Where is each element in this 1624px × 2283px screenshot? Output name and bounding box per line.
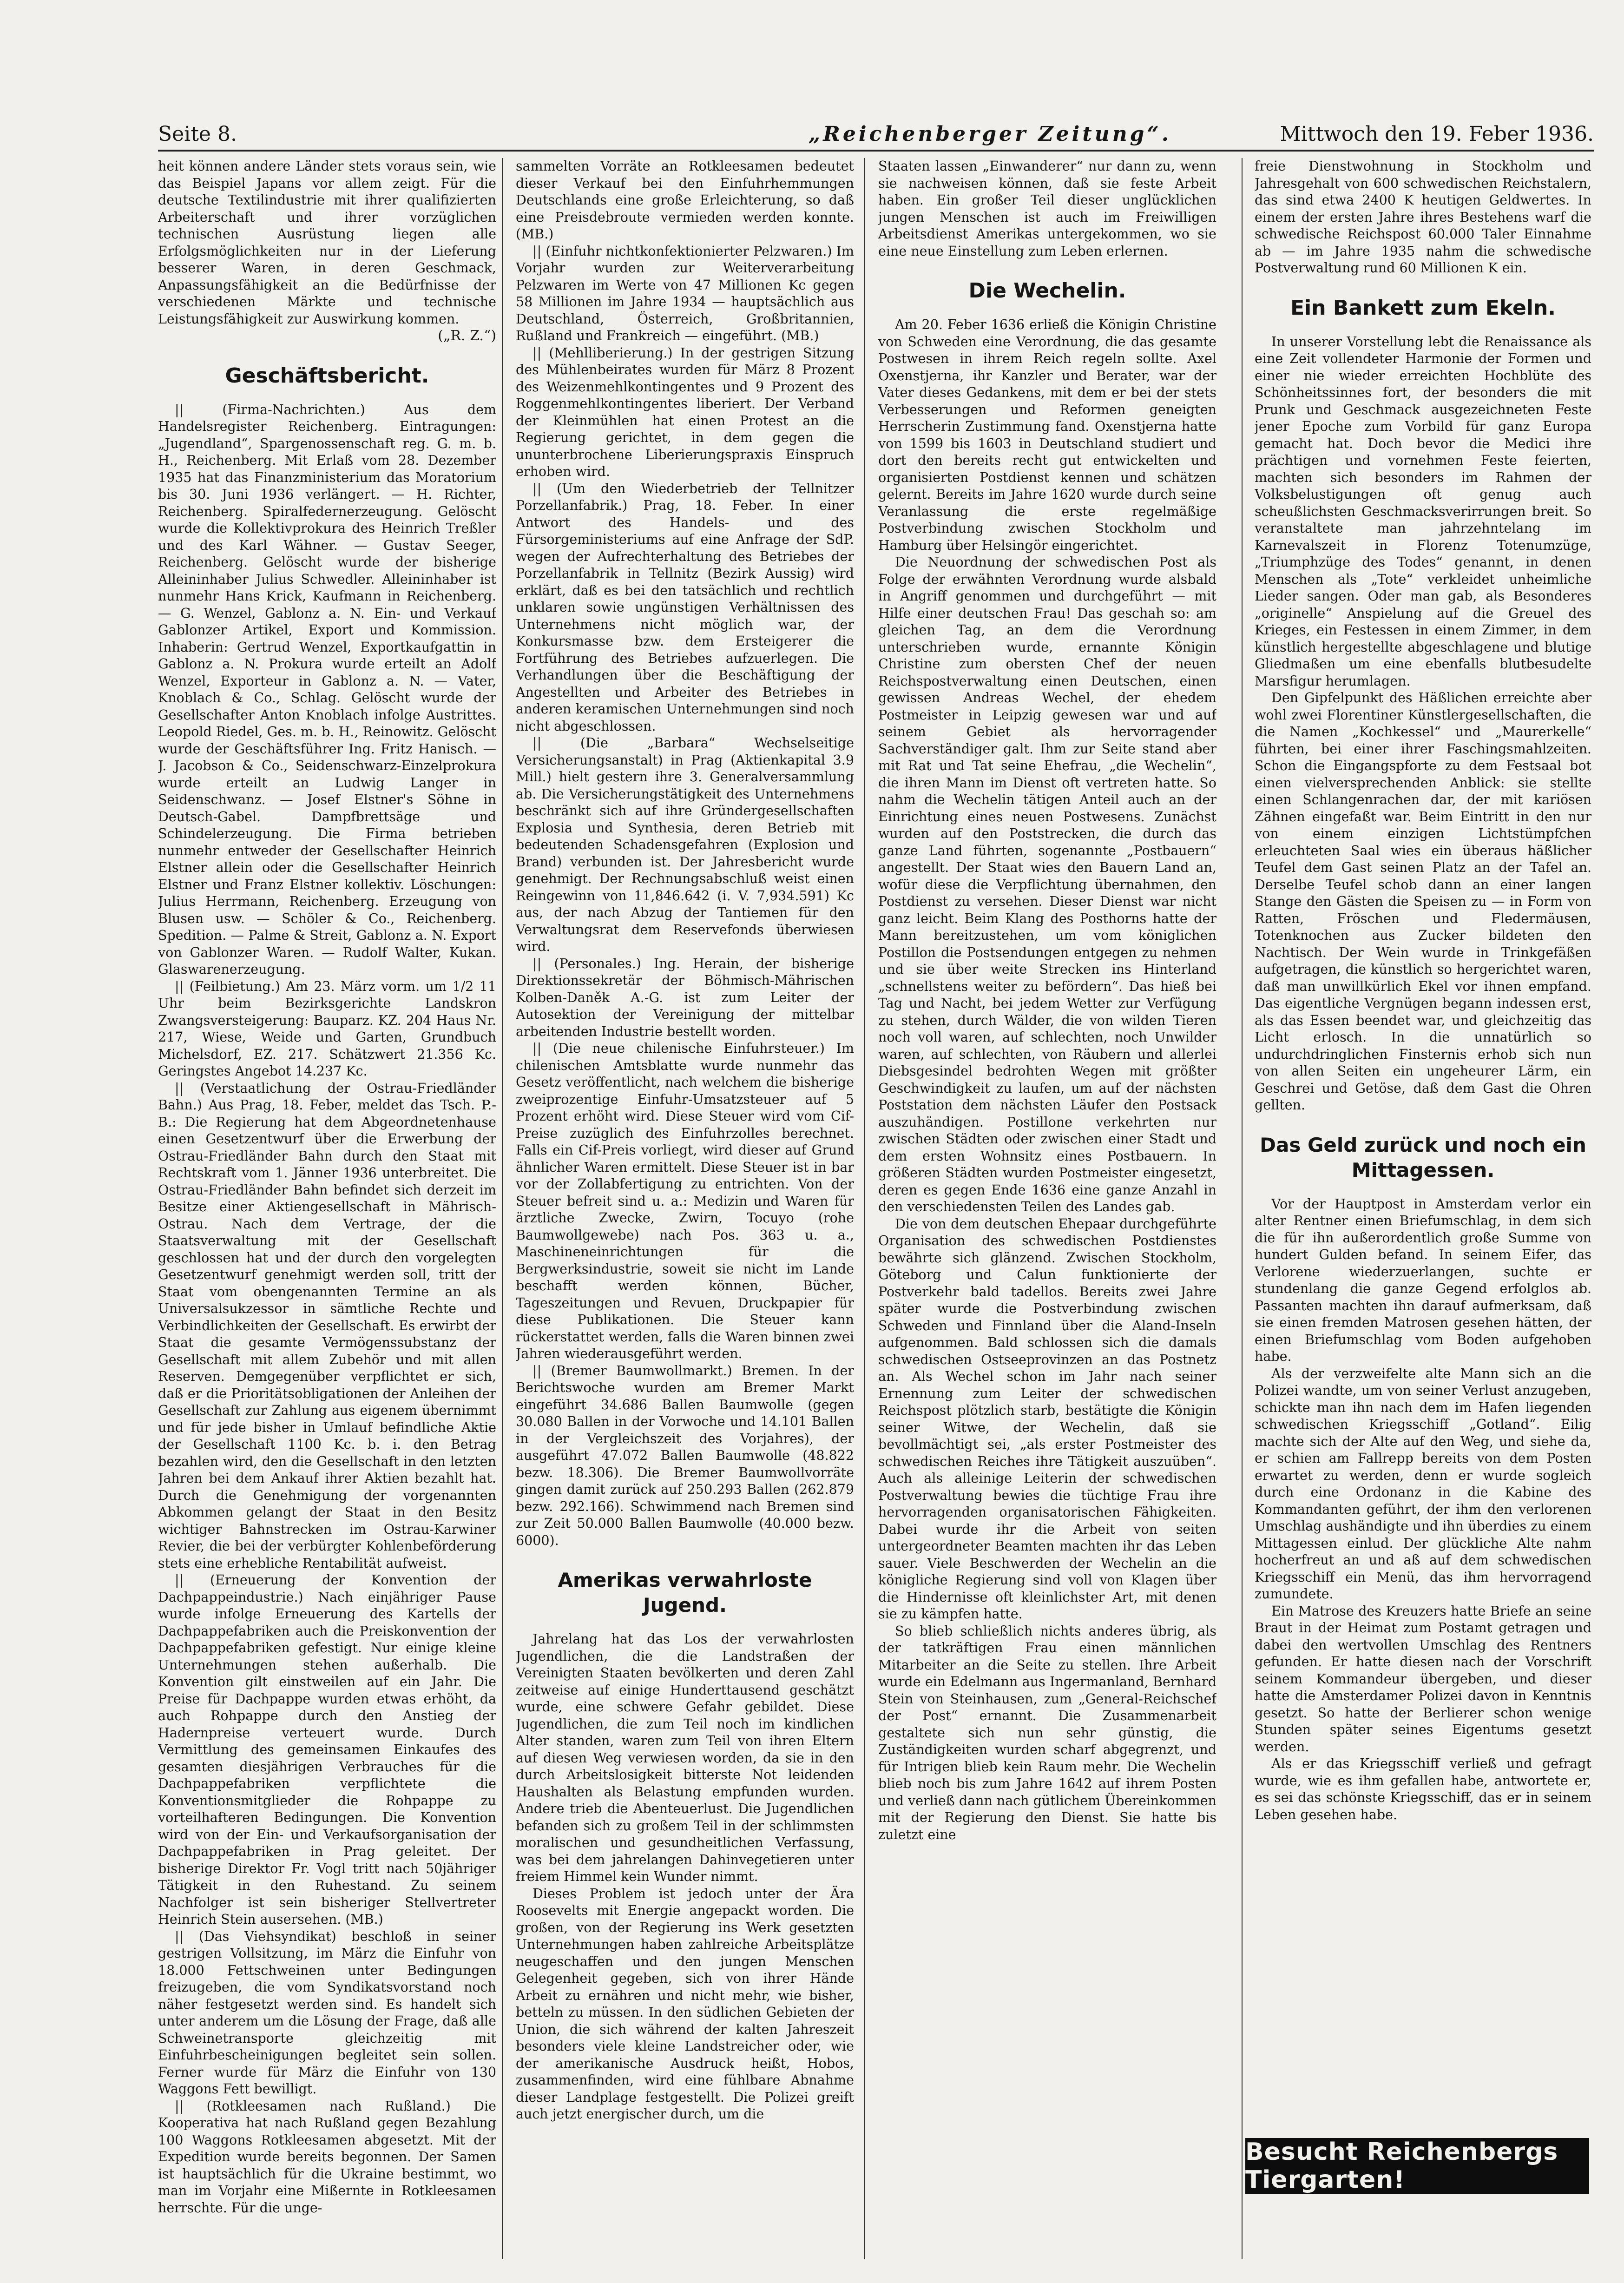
advertisement-banner: Besucht Reichenbergs Tiergarten! (1245, 2138, 1589, 2194)
paragraph: || (Mehlliberierung.) In der gestrigen Sitzung des Mühlenbeirates wurden für März 8 Prozent des Weizenmehlkontingentes und 9 Prozent des Roggenmehlkontingentes liberiert. Der Verband der Kleinmühlen hat einen Protest an die Regierung gerichtet, in dem gegen die ununterbrochene Liberierungspraxis Einspruch erhoben wird. (516, 345, 854, 479)
paragraph: Die von dem deutschen Ehepaar durchgeführte Organisation des schwedischen Postdienstes bewährte sich glänzend. Zwischen Stockholm, Göteborg und Calun funktionierte der Postverkehr bald tadellos. Bereits zwei Jahre später wurde die Postverbindung zwischen Schweden und Finnland über die Aland-Inseln aufgenommen. Bald schlossen sich die damals schwedischen Ostseeprovinzen an das Postnetz an. Als Wechel schon im Jahr nach seiner Ernennung zum Leiter der schwedischen Reichspost plötzlich starb, bestätigte die Königin seiner Witwe, der Wechelin, daß sie bevollmächtigt sei, „als erster Postmeister des schwedischen Reiches ihre Tätigkeit auszuüben“. Auch als alleinige Leiterin der schwedischen Postverwaltung bewies die tüchtige Frau ihre hervorragenden organisatorischen Fähigkeiten. Dabei wurde ihr die Arbeit von seiten untergeordneter Beamten machten ihr das Leben sauer. Viele Beschwerden der Wechelin an die königliche Regierung sind voll von Klagen über die Hindernisse oft kleinlichster Art, mit denen sie zu kämpfen hatte. (878, 1216, 1216, 1622)
article-heading: Die Wechelin. (968, 279, 1126, 303)
paragraph: || (Einfuhr nichtkonfektionierter Pelzwaren.) Im Vorjahr wurden zur Weiterverarbeitung Pelzwaren im Werte von 47 Millionen Kc gegen 58 Millionen im Jahre 1934 — hauptsächlich aus Deutschland, Österreich, Großbritannien, Rußland und Frankreich — eingeführt. (MB.) (516, 243, 854, 343)
article-body (1255, 334, 1591, 1114)
paragraph: || (Die „Barbara“ Wechselseitige Versicherungsanstalt) in Prag (Aktienkapital 3.9 Mill.) hielt gestern ihre 3. Generalversammlung ab. Die Versicherungstätigkeit des Unternehmens beschränkt sich auf ihre Gründergesellschaften Explosia und Synthesia, deren Betrieb mit bedeutenden Schadensgefahren (Explosion und Brand) verbunden ist. Der Jahresbericht wurde genehmigt. Der Rechnungsabschluß weist einen Reingewinn von 11,846.642 (i. V. 7,934.591) Kc aus, der nach Abzug der Tantiemen für den Verwaltungsrat dem Reservefonds überwiesen wird. (516, 735, 854, 954)
article-body (516, 1631, 854, 2123)
article-body (878, 158, 1216, 260)
paragraph: Als der verzweifelte alte Mann sich an die Polizei wandte, um von seiner Verlust anzugeben, schickte man ihn nach dem im Hafen liegenden schwedischen Kriegsschiff „Gotland“. Eilig machte sich der Alte auf den Weg, und siehe da, er schien am Fallrepp bereits von dem Posten erwartet zu werden, denn er wurde sogleich durch eine Ordonanz in die Kabine des Kommandanten geführt, der ihm den verlorenen Umschlag aushändigte und ihn überdies zu einem Mittagessen einlud. Der glückliche Alte nahm hocherfreut an und aß auf dem schwedischen Kriegsschiff ein Menü, das ihm hervorragend zumundete. (1255, 1366, 1591, 1602)
source-mark: („R. Z.“) (438, 328, 496, 344)
paragraph: Dieses Problem ist jedoch unter der Ära Roosevelts mit Energie angepackt worden. Die großen, von der Regierung ins Werk gesetzten Unternehmungen haben zahlreiche Arbeitsplätze neugeschaffen und den jungen Menschen Gelegenheit gegeben, sich von ihrer Hände Arbeit zu ernähren und nicht mehr, wie bisher, betteln zu müssen. In den südlichen Gebieten der Union, die sich während der kalten Jahreszeit besonders viele kleine Landstreicher oder, wie der amerikanische Ausdruck heißt, Hobos, zusammenfinden, wird eine fühlbare Abnahme dieser Landplage festgestellt. Die Polizei greift auch jetzt energischer durch, um die (516, 1886, 854, 2122)
column-divider (1242, 158, 1243, 2259)
paragraph: Ein Matrose des Kreuzers hatte Briefe an seine Braut in der Heimat zum Postamt getragen und dabei den wertvollen Umschlag des Rentners gefunden. Er hatte diesen nach der Vorschrift seinem Kommandeur übergeben, und dieser hatte die Amsterdamer Polizei davon in Kenntnis gesetzt. So hatte der Berlierer schon wenige Stunden später seines Eigentums gesetzt werden. (1255, 1603, 1591, 1755)
issue-date: Mittwoch den 19. Feber 1936. (1280, 122, 1594, 146)
paragraph: Den Gipfelpunkt des Häßlichen erreichte aber wohl zwei Florentiner Künstlergesellschaften, die die Namen „Kochkessel“ und „Maurerkelle“ führten, bei einer ihrer Faschingsmahlzeiten. Schon die Eingangspforte zu dem Festsaal bot einen vielversprechenden Anblick: sie stellte einen Schlangenrachen dar, der mit kariösen Zähnen eingefaßt war. Beim Eintritt in den nur von einem einzigen Lichtstümpfchen erleuchteten Saal wies ein überaus häßlicher Teufel dem Gast seinen Platz an der Tafel an. Derselbe Teufel schob dann an einer langen Stange den Gästen die Speisen zu — in Form von Ratten, Fröschen und Fledermäusen, Totenknochen aus Zucker bildeten den Nachtisch. Der Wein wurde in Trinkgefäßen aufgetragen, die künstlich so hergerichtet waren, daß man unwillkürlich Ekel vor ihnen empfand. Das eigentliche Vergnügen begann indessen erst, als das Essen beendet war, und gleichzeitig das Licht erlosch. In die unnatürlich so undurchdringlichen Finsternis erhob sich nun von allen Seiten ein ungeheurer Lärm, ein Geschrei und Getöse, daß dem Gast die Ohren gellten. (1255, 690, 1591, 1113)
paragraph: freie Dienstwohnung in Stockholm und Jahresgehalt von 600 schwedischen Reichstalern, das sind etwa 2400 K heutigen Geldwertes. In einem der ersten Jahre ihres Bestehens warf die schwedische Reichspost 60.000 Taler Einnahme ab — im Jahre 1935 nahm die schwedische Postverwaltung rund 60 Millionen K ein. (1255, 158, 1591, 276)
paragraph: Die Neuordnung der schwedischen Post als Folge der erwähnten Verordnung wurde alsbald in Angriff genommen und durchgeführt — mit Hilfe einer deutschen Frau! Das geschah so: am gleichen Tag, an dem die Verordnung unterschrieben wurde, ernannte Königin Christine zum obersten Chef der neuen Reichspostverwaltung einen Deutschen, einen gewissen Andreas Wechel, der ehedem Postmeister in Leipzig gewesen war und auf seinem Gebiet als hervorragender Sachverständiger galt. Ihm zur Seite stand aber mit Rat und Tat seine Ehefrau, „die Wechelin“, die ihren Mann im Dienst oft vertreten hatte. So nahm die Wechelin tätigen Anteil auch an der Einrichtung eines neuen Postwesens. Zunächst wurden auf den Poststrecken, die durch das ganze Land führten, sogenannte „Postbauern“ angestellt. Der Staat wies den Bauern Land an, wofür diese die Verpflichtung übernahmen, den Postdienst zu versehen. Dieser Dienst war nicht ganz leicht. Beim Klang des Posthorns hatte der Mann bereitzustehen, um vom königlichen Postillon die Postsendungen entgegen zu nehmen und sie über weite Strecken ins Hinterland „schnellstens weiter zu befördern“. Das hieß bei Tag und Nacht, bei jedem Wetter zur Verfügung zu stehen, durch Wälder, die von wilden Tieren noch voll waren, auf schlechten, noch Unwilder waren, auf schlechten, von Räubern und allerlei Diebsgesindel bedrohten Wegen mit größter Geschwindigkeit zu laufen, um auf der nächsten Poststation dem nächsten Läufer den Postsack auszuhändigen. Postillone verkehrten nur zwischen Städten oder zwischen einer Stadt und dem ersten Wohnsitz eines Postbauern. In größeren Städten wurden Postmeister eingesetzt, deren es gegen Ende 1636 eine ganze Anzahl in den verschiedensten Teilen des Landes gab. (878, 554, 1216, 1214)
paragraph: || (Erneuerung der Konvention der Dachpappeindustrie.) Nach einjähriger Pause wurde infolge Erneuerung des Kartells der Dachpappefabriken auch die Preiskonvention der Dachpappefabriken gefestigt. Nur einige kleine Unternehmungen stehen außerhalb. Die Konvention gilt einstweilen auf ein Jahr. Die Preise für Dachpappe wurden etwas erhöht, da auch Rohpappe durch den Anstieg der Hadernpreise verteuert wurde. Durch Vermittlung des gemeinsamen Einkaufes des gesamten diesjährigen Verbrauches für die Dachpappefabriken verpflichtete die Konventionsmitglieder die Rohpappe zu vorteilhafteren Bedingungen. Die Konvention wird von der Ein- und Verkaufsorganisation der Dachpappefabriken in Prag geleitet. Der bisherige Direktor Fr. Vogl tritt nach 50jähriger Tätigkeit in den Ruhestand. Zu seinem Nachfolger ist sein bisheriger Stellvertreter Heinrich Stein ausersehen. (MB.) (158, 1572, 496, 1927)
article-heading: Ein Bankett zum Ekeln. (1290, 296, 1556, 320)
paragraph: Am 20. Feber 1636 erließ die Königin Christine von Schweden eine Verordnung, die das gesamte Postwesen in ihrem Reich regeln sollte. Axel Oxenstjerna, ihr Kanzler und Berater, war der Vater dieses Gedankens, mit dem er bei der stets Verbesserungen und Reformen geneigten Herrscherin Zustimmung fand. Oxenstjerna hatte von 1599 bis 1603 in Deutschland studiert und dort den bereits recht gut entwickelten und organisierten Postdienst kennen und schätzen gelernt. Bereits im Jahre 1620 wurde durch seine Veranlassung die erste regelmäßige Postverbindung zwischen Stockholm und Hamburg über Helsingör eingerichtet. (878, 317, 1216, 553)
paragraph: sammelten Vorräte an Rotkleesamen bedeutet dieser Verkauf bei den Einfuhrhemmungen Deutschlands eine große Erleichterung, so daß eine Preisdebroute vermieden werden konnte. (MB.) (516, 158, 854, 242)
paragraph: || (Rotkleesamen nach Rußland.) Die Kooperativa hat nach Rußland gegen Bezahlung 100 Waggons Rotkleesamen abgesetzt. Mit der Expedition wurde bereits begonnen. Der Samen ist hauptsächlich für die Ukraine bestimmt, wo man im Vorjahr eine Mißernte in Rotkleesamen herrschte. Für die unge- (158, 2098, 496, 2216)
paragraph: Jahrelang hat das Los der verwahrlosten Jugendlichen, die die Landstraßen der Vereinigten Staaten bevölkerten und deren Zahl zeitweise auf einige Hunderttausend geschätzt wurde, eine schwere Gefahr gebildet. Diese Jugendlichen, die zum Teil noch im kindlichen Alter standen, waren zum Teil von ihren Eltern auf diesen Weg verwiesen worden, da sie in den durch Arbeitslosigkeit bitterste Not leidenden Haushalten als Belastung empfunden wurden. Andere trieb die Abenteuerlust. Die Jugendlichen befanden sich zu großem Teil in der schlimmsten moralischen und gesundheitlichen Verfassung, was bei dem jahrelangen Dahinvegetieren unter freiem Himmel kein Wunder nimmt. (516, 1631, 854, 1884)
paragraph: Vor der Hauptpost in Amsterdam verlor ein alter Rentner einen Briefumschlag, in dem sich die für ihn außerordentlich große Summe von hundert Gulden befand. In seinem Eifer, das Verlorene wiederzuerlangen, suchte er stundenlang die ganze Gegend erfolglos ab. Passanten machten ihn darauf aufmerksam, daß sie einen fremden Matrosen gesehen hätten, der einen Briefumschlag vom Boden aufgehoben habe. (1255, 1196, 1591, 1364)
paragraph: || (Um den Wiederbetrieb der Tellnitzer Porzellanfabrik.) Prag, 18. Feber. In einer Antwort des Handels- und des Fürsorgeministeriums auf eine Anfrage der SdP. wegen der Aufrechterhaltung des Betriebes der Porzellanfabrik in Tellnitz (Bezirk Aussig) wird erklärt, daß es bei den tatsächlich und rechtlich unklaren sowie ungünstigen Verhältnissen des Unternehmens nicht möglich war, der Konkursmasse bzw. dem Ersteigerer die Fortführung des Betriebes aufzuerlegen. Die Verhandlungen über die Beschäftigung der Angestellten und Arbeiter des Betriebes in anderen keramischen Unternehmungen sind noch nicht abgeschlossen. (516, 481, 854, 734)
paragraph: || (Die neue chilenische Einfuhrsteuer.) Im chilenischen Amtsblatte wurde nunmehr das Gesetz veröffentlicht, nach welchem die bisherige zweiprozentige Einfuhr-Umsatzsteuer auf 5 Prozent erhöht wird. Diese Steuer wird vom Cif-Preise zuzüglich des Einfuhrzolles berechnet. Falls ein Cif-Preis vorliegt, wird dieser auf Grund ähnlicher Waren ermittelt. Diese Steuer ist in bar vor der Zollabfertigung zu entrichten. Von der Steuer befreit sind u. a.: Medizin und Waren für ärztliche Zwecke, Zwirn, Tocuyo (rohe Baumwollgewebe) nach Pos. 363 u. a., Maschineneinrichtungen für die Bergwerksindustrie, soweit sie nicht im Lande beschafft werden können, Bücher, Tageszeitungen und Revuen, Druckpapier für diese Publikationen. Die Steuer kann rückerstattet werden, falls die Waren binnen zwei Jahren wiederausgeführt werden. (516, 1041, 854, 1361)
paragraph: So blieb schließlich nichts anderes übrig, als der tatkräftigen Frau einen männlichen Mitarbeiter an die Seite zu stellen. Ihre Arbeit wurde ein Edelmann aus Ingermanland, Bernhard Stein von Steinhausen, zum „General-Reichschef der Post“ ernannt. Die Zusammenarbeit gestaltete sich nun sehr günstig, die Zuständigkeiten wurden scharf abgegrenzt, und für Intrigen blieb kein Raum mehr. Die Wechelin blieb noch bis zum Jahre 1642 auf ihrem Posten und verließ dann nach gütlichem Übereinkommen mit der Regierung den Dienst. Sie hatte bis zuletzt eine (878, 1623, 1216, 1842)
paragraph: Staaten lassen „Einwanderer“ nur dann zu, wenn sie nachweisen können, daß sie feste Arbeit haben. Ein großer Teil dieser unglücklichen jungen Menschen ist auch im Freiwilligen Arbeitsdienst Amerikas untergekommen, wo sie eine neue Einstellung zum Leben erlernen. (878, 158, 1216, 259)
paragraph: In unserer Vorstellung lebt die Renaissance als eine Zeit vollendeter Harmonie der Formen und einer nie wieder erreichten Hochblüte des Schönheitssinnes fort, der besonders die mit Prunk und Geschmack ausgezeichneten Feste jener Epoche zum Vorbild für ganz Europa gemacht hat. Doch bevor die Medici ihre prächtigen und vornehmen Feste feierten, machten sich besonders im Rahmen der Volksbelustigungen oft genug auch scheußlichsten Geschmacksverirrungen breit. So veranstaltete man jahrzehntelang im Karnevalszeit in Florenz Totenumzüge, „Triumphzüge des Todes“ genannt, in denen Menschen als „Tote“ verkleidet unheimliche Lieder sangen. Oder man gab, als Besonderes „originelle“ Anspielung auf die Greuel des Krieges, ein Festessen in einem Zimmer, in dem künstlich hergestellte abgeschlagene und blutige Gliedmaßen um eine ebenfalls blutbesudelte Marsfigur herumlagen. (1255, 334, 1591, 689)
paragraph: || (Personales.) Ing. Herain, der bisherige Direktionssekretär der Böhmisch-Mährischen Kolben-Daněk A.-G. ist zum Leiter der Autosektion der Vereinigung der mittelbar arbeitenden Industrie bestellt worden. (516, 956, 854, 1039)
column-1 (158, 158, 496, 2236)
column-divider (864, 158, 865, 2259)
article-body (878, 317, 1216, 1843)
column-2 (516, 158, 854, 2236)
paragraph: heit können andere Länder stets voraus sein, wie das Beispiel Japans vor allem zeigt. Für die deutsche Textilindustrie mit ihrer qualifizierten Arbeiterschaft und ihrer vorzüglichen technischen Ausrüstung liegen alle Erfolgsmöglichkeiten nur in der Lieferung besserer Waren, in deren Geschmack, Anpassungsfähigkeit an die Bedürfnisse der verschiedenen Märkte und technische Leistungsfähigkeit zur Auswirkung kommen. (158, 158, 496, 327)
article-heading: Amerikas verwahrloste Jugend. (558, 1569, 812, 1617)
column-divider (502, 158, 503, 2259)
article-body (158, 402, 496, 2217)
page-number: Seite 8. (158, 122, 237, 146)
paragraph: || (Verstaatlichung der Ostrau-Friedländer Bahn.) Aus Prag, 18. Feber, meldet das Tsch. P.-B.: Die Regierung hat dem Abgeordnetenhause einen Gesetzentwurf über die Erwerbung der Ostrau-Friedländer Bahn durch den Staat mit Rechtskraft vom 1. Jänner 1936 unterbreitet. Die Ostrau-Friedländer Bahn befindet sich derzeit im Besitze einer Aktiengesellschaft in Mährisch-Ostrau. Nach dem Vertrage, der die Staatsverwaltung mit der Gesellschaft geschlossen hat und der durch den vorgelegten Gesetzentwurf genehmigt werden soll, tritt der Staat vom obengenannten Termine an als Universalsukzessor in sämtliche Rechte und Verbindlichkeiten der Gesellschaft. Es erwirbt der Staat die gesamte Vermögenssubstanz der Gesellschaft mit allem Zubehör und mit allen Reserven. Demgegenüber verpflichtet er sich, daß er die Prioritätsobligationen der Anleihen der Gesellschaft zur Zahlung aus eigenem übernimmt und für jede bisher in Umlauf befindliche Aktie der Gesellschaft 1100 Kc. b. i. den Betrag bezahlen wird, den die Gesellschaft in den letzten Jahren bei dem Ankauf ihrer Aktien bezahlt hat. Durch die Genehmigung der vorgenannten Abkommen gelangt der Staat in den Besitz wichtiger Bahnstrecken im Ostrau-Karwiner Revier, die bei der verbürgter Kohlenbeförderung stets eine erhebliche Rentabilität aufweist. (158, 1080, 496, 1571)
newspaper-title: „Reichenberger Zeitung“. (809, 122, 1172, 146)
article-heading: Das Geld zurück und noch ein Mittagessen. (1260, 1133, 1586, 1181)
paragraph: || (Das Viehsyndikat) beschloß in seiner gestrigen Vollsitzung, im März die Einfuhr von 18.000 Fettschweinen unter Bedingungen freizugeben, die vom Syndikatsvorstand noch näher festgesetzt werden sind. Es handelt sich unter anderem um die Lösung der Frage, daß alle Schweinetransporte gleichzeitig mit Einfuhrbescheinigungen begleitet sein sollen. Ferner wurde für März die Einfuhr von 130 Waggons Fett bewilligt. (158, 1928, 496, 2097)
article-body (516, 158, 854, 1549)
paragraph: || (Bremer Baumwollmarkt.) Bremen. In der Berichtswoche wurden am Bremer Markt eingeführt 34.686 Ballen Baumwolle (gegen 30.080 Ballen in der Vorwoche und 14.101 Ballen in der Vergleichszeit des Vorjahres), der ausgeführt 47.072 Ballen Baumwolle (48.822 bezw. 18.306). Die Bremer Baumwollvorräte gingen damit zurück auf 250.293 Ballen (262.879 bezw. 292.166). Schwimmend nach Bremen sind zur Zeit 50.000 Ballen Baumwolle (40.000 bezw. 6000). (516, 1363, 854, 1548)
paragraph: Als er das Kriegsschiff verließ und gefragt wurde, wie es ihm gefallen habe, antwortete er, es sei das schönste Kriegsschiff, das er in seinem Leben gesehen habe. (1255, 1756, 1591, 1822)
page-header (158, 122, 1594, 152)
column-3 (878, 158, 1216, 2236)
section-heading: Geschäftsbericht. (225, 363, 429, 388)
article-body (1255, 158, 1591, 277)
intro-text (158, 158, 496, 328)
paragraph: || (Feilbietung.) Am 23. März vorm. um 1/2 11 Uhr beim Bezirksgerichte Landskron Zwangsversteigerung: Bauparz. KZ. 204 Haus Nr. 217, Wiese, Weide und Garten, Grundbuch Michelsdorf, EZ. 217. Schätzwert 21.356 Kc. Geringstes Angebot 14.237 Kc. (158, 978, 496, 1079)
article-body (1255, 1196, 1591, 1824)
paragraph: || (Firma-Nachrichten.) Aus dem Handelsregister Reichenberg. Eintragungen: „Jugendland“, Spargenossenschaft reg. G. m. b. H., Reichenberg. Mit Erlaß vom 28. Dezember 1935 hat das Finanzministerium das Moratorium bis 30. Juni 1936 verlängert. — H. Richter, Reichenberg. Spiralfedernerzeugung. Gelöscht wurde die Kollektivprokura des Heinrich Treßler und des Karl Wähner. — Gustav Seeger, Reichenberg. Gelöscht wurde der bisherige Alleininhaber Julius Schwedler. Alleininhaber ist nunmehr Hans Krick, Kaufmann in Reichenberg. — G. Wenzel, Gablonz a. N. Ein- und Verkauf Gablonzer Artikel, Export und Kommission. Inhaberin: Gertrud Wenzel, Exportkaufgattin in Gablonz a. N. Prokura wurde erteilt an Adolf Wenzel, Exporteur in Gablonz a. N. — Vater, Knoblach & Co., Schlag. Gelöscht wurde der Gesellschafter Anton Knoblach infolge Austrittes. Leopold Riedel, Ges. m. b. H., Reinowitz. Gelöscht wurde der Geschäftsführer Ing. Fritz Hanisch. — J. Jacobson & Co., Seidenschwarz-Einzelprokura wurde erteilt an Ludwig Langer in Seidenschwanz. — Josef Elstner's Söhne in Deutsch-Gabel. Dampfbrettsäge und Schindelerzeugung. Die Firma betrieben nunmehr entweder der Gesellschafter Heinrich Elstner allein oder die Gesellschafter Heinrich Elstner und Franz Elstner kollektiv. Löschungen: Julius Herrmann, Reichenberg. Erzeugung von Blusen usw. — Schöler & Co., Reichenberg. Spedition. — Palme & Streit, Gablonz a. N. Export von Gablonzer Waren. — Rudolf Walter, Kukan. Glaswarenerzeugung. (158, 402, 496, 977)
column-4 (1255, 158, 1591, 2129)
